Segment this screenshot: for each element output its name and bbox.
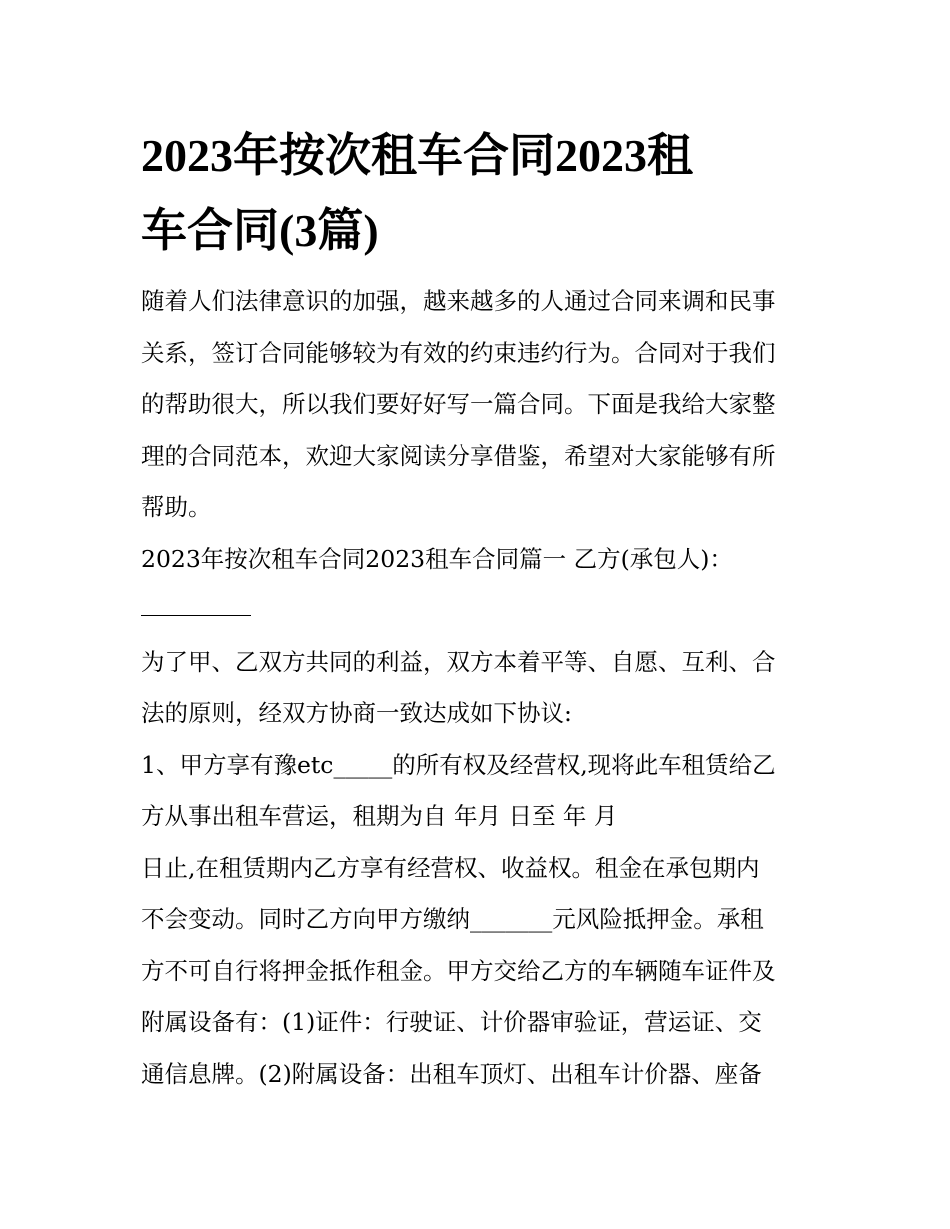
intro-paragraph bbox=[141, 276, 821, 534]
clause-line: 日止,在租赁期内乙方享有经营权、收益权。租金在承包期内 bbox=[141, 853, 760, 882]
clause-line: 方从事出租车营运，租期为自 年月 日至 年 月 bbox=[141, 802, 618, 830]
clause-line: 1、甲方享有豫etc_____的所有权及经营权,现将此车租赁给乙 bbox=[141, 750, 776, 779]
title-line-2: 车合同(3篇) bbox=[141, 205, 379, 256]
agreement-line: 法的原则，经双方协商一致达成如下协议: bbox=[141, 699, 572, 727]
clause-1 bbox=[141, 740, 821, 1101]
intro-line: 的帮助很大，所以我们要好好写一篇合同。下面是我给大家整 bbox=[141, 390, 776, 418]
clause-line: 附属设备有：(1)证件：行驶证、计价器审验证，营运证、交 bbox=[141, 1008, 762, 1036]
clause-line: 方不可自行将押金抵作租金。甲方交给乙方的车辆随车证件及 bbox=[141, 956, 776, 985]
section-heading: 2023年按次租车合同2023租车合同篇一 乙方(承包人)： bbox=[141, 544, 733, 573]
intro-line: 随着人们法律意识的加强，越来越多的人通过合同来调和民事 bbox=[141, 287, 776, 315]
clause-line: 不会变动。同时乙方向甲方缴纳_______元风险抵押金。承租 bbox=[141, 905, 764, 933]
clause-line: 通信息牌。(2)附属设备：出租车顶灯、出租车计价器、座备 bbox=[141, 1059, 762, 1088]
title-line-1: 2023年按次租车合同2023租 bbox=[141, 130, 693, 181]
intro-line: 理的合同范本，欢迎大家阅读分享借鉴，希望对大家能够有所 bbox=[141, 441, 776, 470]
intro-line: 关系，签订合同能够较为有效的约束违约行为。合同对于我们 bbox=[141, 338, 776, 367]
signature-blank-line bbox=[141, 585, 251, 637]
agreement-line: 为了甲、乙双方共同的利益，双方本着平等、自愿、互利、合 bbox=[141, 647, 776, 676]
intro-line: 帮助。 bbox=[141, 493, 212, 521]
document-title bbox=[141, 118, 821, 268]
agreement-paragraph bbox=[141, 637, 821, 740]
document-page bbox=[141, 118, 821, 1100]
